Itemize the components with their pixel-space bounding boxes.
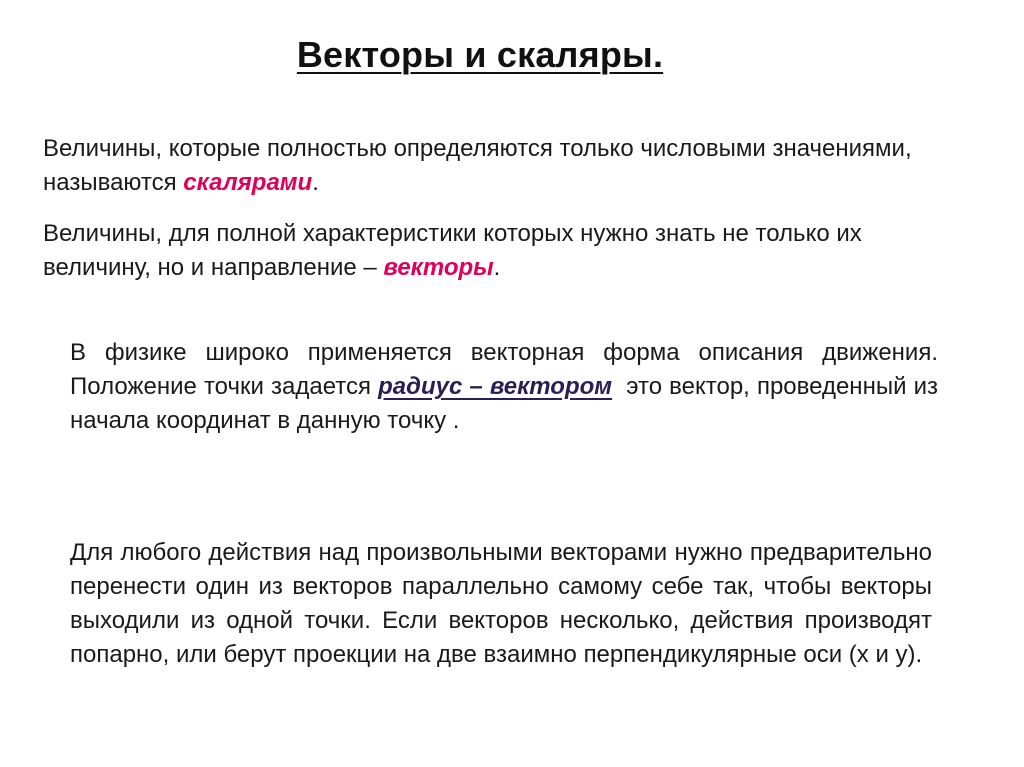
paragraph-scalars-end: . xyxy=(312,169,319,196)
paragraph-vector-operations-text: Для любого действия над произвольными векторами нужно предварительно перенести один из векторов параллельно самому себе так, чтобы векторы выходили из одной точки. Если векторов несколько, действия производят попарно, или берут проекции на две взаимно перпендикулярные оси (x и y). xyxy=(70,539,932,668)
paragraph-vector-operations xyxy=(70,536,932,672)
paragraph-scalars xyxy=(43,132,943,200)
term-vectors: векторы xyxy=(383,254,494,281)
term-scalars: скалярами xyxy=(183,169,313,196)
term-radius-vector: радиус – вектором xyxy=(378,373,613,400)
paragraph-vectors xyxy=(43,217,943,285)
paragraph-radius-vector xyxy=(70,336,945,438)
paragraph-vectors-text: Величины, для полной характеристики которых нужно знать не только их величину, но и направление – xyxy=(43,220,862,281)
paragraph-vectors-end: . xyxy=(493,254,501,281)
paragraph-radius-vector-end: это вектор, проведенный из начала координат в данную точку . xyxy=(70,373,945,434)
slide-title-text: Векторы и скаляры. xyxy=(296,34,664,75)
paragraph-radius-vector-text: В физике широко применяется векторная форма описания движения. Положение точки задается xyxy=(70,339,938,400)
slide-title xyxy=(0,34,960,76)
paragraph-scalars-text: Величины, которые полностью определяются только числовыми значениями, называются xyxy=(43,135,912,196)
